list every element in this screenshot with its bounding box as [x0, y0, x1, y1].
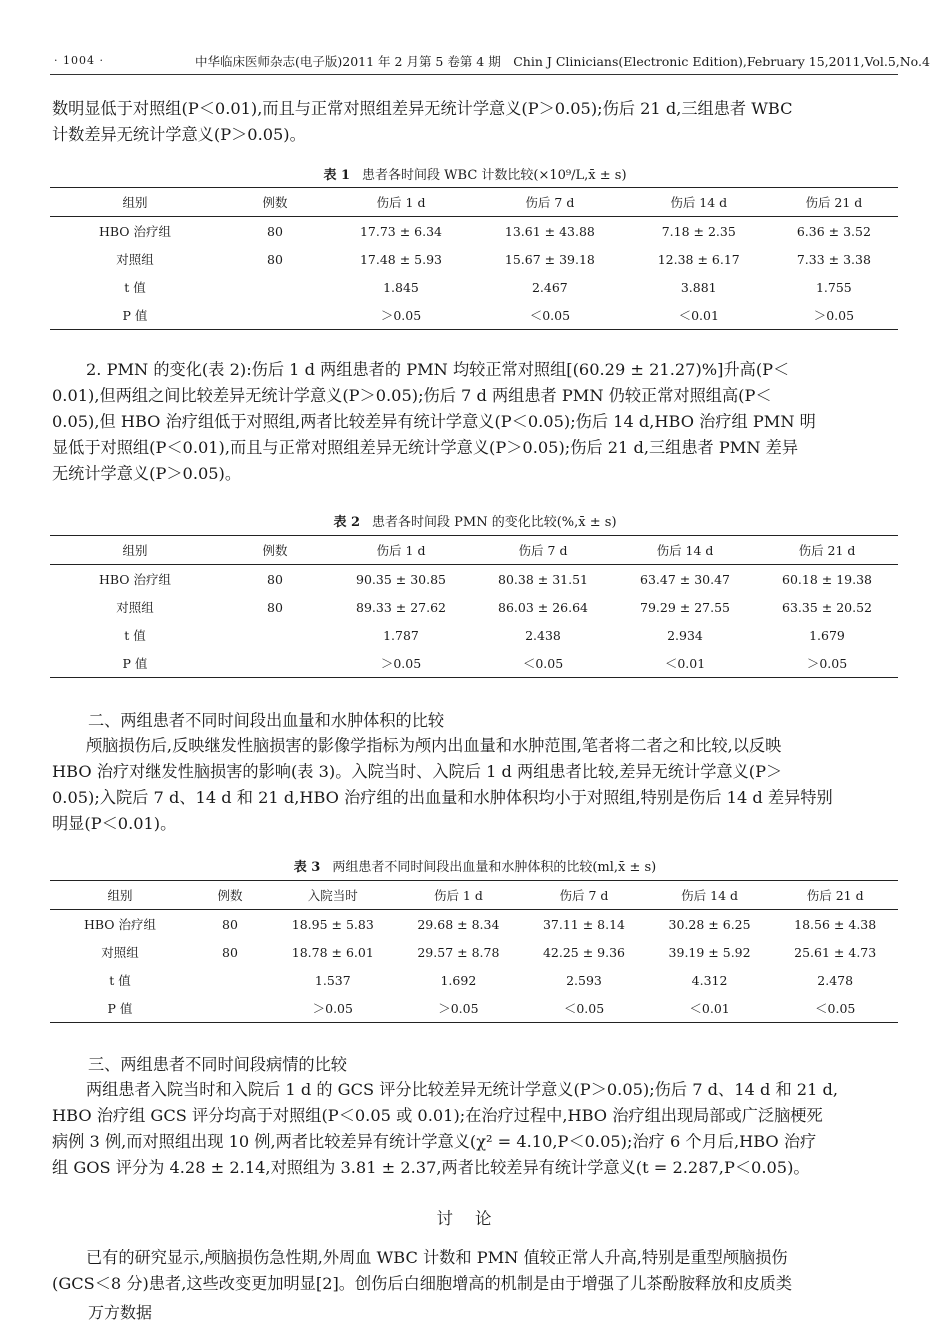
table-cell: 6.36 ± 3.52 [796, 223, 871, 239]
column-header: 伤后 14 d [647, 881, 773, 910]
table-cell: 18.56 ± 4.38 [794, 916, 877, 932]
text-line: HBO 治疗组 GCS 评分均高于对照组(P＜0.05 或 0.01);在治疗过程中,HBO 治疗组出现局部或广泛脑梗死 [52, 1106, 823, 1125]
table-cell: 18.78 ± 6.01 [291, 944, 374, 960]
table-cell: t 值 [124, 280, 146, 295]
table-cell: 25.61 ± 4.73 [794, 944, 877, 960]
table-header [50, 188, 898, 217]
text-line: 0.05);入院后 7 d、14 d 和 21 d,HBO 治疗组的出血量和水肿体积均小于对照组,特别是伤后 14 d 差异特别 [52, 788, 833, 807]
table-row [50, 621, 898, 649]
table-cell: 1.537 [314, 972, 351, 988]
column-header: 伤后 7 d [472, 188, 628, 217]
table-cell: ＜0.05 [472, 649, 614, 678]
table-cell: 2.934 [667, 627, 703, 643]
table-row [50, 994, 898, 1023]
text-line: 病例 3 例,而对照组出现 10 例,两者比较差异有统计学意义(χ² = 4.10,P＜0.05);治疗 6 个月后,HBO 治疗 [52, 1132, 817, 1151]
table-row [50, 649, 898, 678]
table-cell: t 值 [124, 628, 146, 643]
table-cell: 80 [267, 571, 283, 587]
column-header: 伤后 1 d [330, 536, 472, 565]
table1-wbc [50, 187, 898, 330]
text-line: HBO 治疗对继发性脑损害的影响(表 3)。入院当时、入院后 1 d 两组患者比较,差异无统计学意义(P＞ [52, 762, 783, 781]
table-cell: 79.29 ± 27.55 [640, 599, 730, 615]
paragraph-wbc-continued [52, 96, 900, 148]
table-row [50, 245, 898, 273]
table1-caption [0, 164, 950, 183]
table-cell: 30.28 ± 6.25 [668, 916, 751, 932]
table-cell: 63.35 ± 20.52 [782, 599, 872, 615]
table-cell: 80 [267, 251, 283, 267]
table-cell: HBO 治疗组 [98, 572, 172, 587]
text-line: 已有的研究显示,颅脑损伤急性期,外周血 WBC 计数和 PMN 值较正常人升高,特别是重型颅脑损伤 [86, 1248, 788, 1267]
table-cell: 17.48 ± 5.93 [359, 251, 443, 267]
table2-pmn [50, 535, 898, 678]
table-cell: HBO 治疗组 [98, 224, 172, 239]
table-row [50, 938, 898, 966]
table-header [50, 536, 898, 565]
table-row [50, 593, 898, 621]
table-cell: ＜0.01 [647, 994, 773, 1023]
table1-title: 患者各时间段 WBC 计数比较(×10⁹/L,x̄ ± s) [362, 168, 627, 183]
table-cell: 80 [222, 944, 238, 960]
table-header [50, 881, 898, 910]
text-line: 显低于对照组(P＜0.01),而且与正常对照组差异无统计学意义(P＞0.05);伤后 21 d,三组患者 PMN 差异 [52, 438, 799, 457]
table-cell [190, 994, 270, 1023]
table3-hemorrhage-edema [50, 880, 898, 1023]
text-line: 2. PMN 的变化(表 2):伤后 1 d 两组患者的 PMN 均较正常对照组[(60.29 ± 21.27)%]升高(P＜ [86, 360, 790, 379]
table-cell: 29.57 ± 8.78 [417, 944, 500, 960]
table-cell: 4.312 [691, 972, 728, 988]
table-cell: 2.467 [531, 279, 568, 295]
column-header: 例数 [190, 881, 270, 910]
table-cell: 2.593 [566, 972, 602, 988]
table-cell: 2.438 [525, 627, 561, 643]
table-cell: 1.755 [815, 279, 852, 295]
table3-label: 表 3 [293, 860, 321, 875]
table-cell: 对照组 [116, 252, 154, 267]
table-cell: 80 [267, 223, 283, 239]
table-cell: 63.47 ± 30.47 [640, 571, 730, 587]
text-line: 0.01),但两组之间比较差异无统计学意义(P＞0.05);伤后 7 d 两组患者 PMN 仍较正常对照组高(P＜ [52, 386, 772, 405]
table3-caption [0, 856, 950, 875]
column-header: 伤后 7 d [521, 881, 647, 910]
column-header: 伤后 21 d [756, 536, 898, 565]
table2-caption [0, 511, 950, 530]
table-cell: ＜0.05 [472, 301, 628, 330]
table-row [50, 565, 898, 594]
table-cell [220, 621, 330, 649]
text-line: (GCS＜8 分)患者,这些改变更加明显[2]。创伤后白细胞增高的机制是由于增强了儿茶酚胺释放和皮质类 [52, 1274, 793, 1293]
table-cell: ＞0.05 [770, 301, 898, 330]
table-cell [220, 273, 330, 301]
table2-label: 表 2 [333, 515, 361, 530]
table-cell: 7.33 ± 3.38 [796, 251, 871, 267]
paragraph-pmn [52, 357, 900, 487]
column-header: 伤后 14 d [628, 188, 770, 217]
table-cell: 39.19 ± 5.92 [668, 944, 751, 960]
table-cell: 37.11 ± 8.14 [542, 916, 625, 932]
table-cell: 80 [267, 599, 283, 615]
table-cell: ＜0.05 [772, 994, 898, 1023]
text-line: 计数差异无统计学意义(P＞0.05)。 [52, 125, 306, 144]
table3-title: 两组患者不同时间段出血量和水肿体积的比较(ml,x̄ ± s) [332, 860, 657, 875]
table-cell: 86.03 ± 26.64 [498, 599, 588, 615]
text-line: 数明显低于对照组(P＜0.01),而且与正常对照组差异无统计学意义(P＞0.05);伤后 21 d,三组患者 WBC [52, 99, 793, 118]
table-cell: P 值 [50, 649, 220, 678]
column-header: 例数 [220, 188, 330, 217]
table-cell [220, 649, 330, 678]
table-cell: ＞0.05 [756, 649, 898, 678]
table-cell: ＜0.05 [521, 994, 647, 1023]
column-header: 伤后 1 d [330, 188, 472, 217]
column-header: 组别 [50, 188, 220, 217]
table-cell: t 值 [109, 973, 131, 988]
table-cell: 3.881 [680, 279, 717, 295]
table-cell [220, 301, 330, 330]
paragraph-hemorrhage [52, 733, 900, 837]
column-header: 伤后 1 d [396, 881, 522, 910]
table-cell: 对照组 [101, 945, 139, 960]
table-cell: 2.478 [817, 972, 854, 988]
table-cell: 18.95 ± 5.83 [291, 916, 374, 932]
table-cell: 对照组 [116, 600, 154, 615]
journal-running-header: 中华临床医师杂志(电子版)2011 年 2 月第 5 卷第 4 期 Chin J Clinicians(Electronic Edition),February 15,2011,Vol.5,No.4 [195, 54, 930, 69]
table-cell: 80.38 ± 31.51 [498, 571, 588, 587]
table1-label: 表 1 [323, 168, 351, 183]
table-cell: ＜0.01 [628, 301, 770, 330]
table-cell: 1.679 [809, 627, 845, 643]
table-cell: 42.25 ± 9.36 [542, 944, 625, 960]
text-line: 颅脑损伤后,反映继发性脑损害的影像学指标为颅内出血量和水肿范围,笔者将二者之和比较,以反映 [86, 736, 782, 755]
column-header: 组别 [50, 536, 220, 565]
table-row [50, 966, 898, 994]
table-cell: 17.73 ± 6.34 [359, 223, 443, 239]
table-cell: ＞0.05 [396, 994, 522, 1023]
column-header: 伤后 7 d [472, 536, 614, 565]
table-cell: 7.18 ± 2.35 [661, 223, 736, 239]
table-cell: ＜0.01 [614, 649, 756, 678]
table-cell: 12.38 ± 6.17 [657, 251, 740, 267]
table-cell: HBO 治疗组 [83, 917, 157, 932]
text-line: 无统计学意义(P＞0.05)。 [52, 464, 242, 483]
paragraph-discussion [52, 1245, 900, 1297]
table-row [50, 910, 898, 939]
column-header: 伤后 21 d [772, 881, 898, 910]
table-cell: ＞0.05 [270, 994, 396, 1023]
table-cell: 29.68 ± 8.34 [417, 916, 500, 932]
table-cell: 80 [222, 916, 238, 932]
table-cell: ＞0.05 [330, 301, 472, 330]
paragraph-condition [52, 1077, 900, 1181]
table-cell: 90.35 ± 30.85 [356, 571, 446, 587]
text-line: 两组患者入院当时和入院后 1 d 的 GCS 评分比较差异无统计学意义(P＞0.05);伤后 7 d、14 d 和 21 d, [86, 1080, 839, 1099]
table-cell: 1.692 [440, 972, 477, 988]
table-cell: 13.61 ± 43.88 [504, 223, 595, 239]
column-header: 组别 [50, 881, 190, 910]
column-header: 入院当时 [270, 881, 396, 910]
text-line: 明显(P＜0.01)。 [52, 814, 177, 833]
table-cell [190, 966, 270, 994]
table-cell: 89.33 ± 27.62 [356, 599, 446, 615]
table-cell: 1.845 [383, 279, 419, 295]
table-cell: P 值 [50, 301, 220, 330]
column-header: 伤后 21 d [770, 188, 898, 217]
table-cell: 1.787 [383, 627, 419, 643]
footer-watermark-text: 万方数据 [88, 1303, 153, 1322]
text-line: 组 GOS 评分为 4.28 ± 2.14,对照组为 3.81 ± 2.37,两者比较差异有统计学意义(t = 2.287,P＜0.05)。 [52, 1158, 810, 1177]
section3-heading: 三、两组患者不同时间段病情的比较 [88, 1055, 347, 1074]
table2-title: 患者各时间段 PMN 的变化比较(%,x̄ ± s) [372, 515, 617, 530]
header-divider [50, 74, 898, 75]
table-cell: ＞0.05 [330, 649, 472, 678]
text-line: 0.05),但 HBO 治疗组低于对照组,两者比较差异有统计学意义(P＜0.05);伤后 14 d,HBO 治疗组 PMN 明 [52, 412, 816, 431]
column-header: 伤后 14 d [614, 536, 756, 565]
table-row [50, 217, 898, 246]
table-row [50, 301, 898, 330]
table-cell: 60.18 ± 19.38 [782, 571, 872, 587]
discussion-heading: 讨论 [436, 1209, 514, 1228]
page-number: · 1004 · [54, 54, 104, 67]
table-cell: P 值 [50, 994, 190, 1023]
table-cell: 15.67 ± 39.18 [504, 251, 595, 267]
table-row [50, 273, 898, 301]
column-header: 例数 [220, 536, 330, 565]
section2-heading: 二、两组患者不同时间段出血量和水肿体积的比较 [88, 711, 445, 730]
